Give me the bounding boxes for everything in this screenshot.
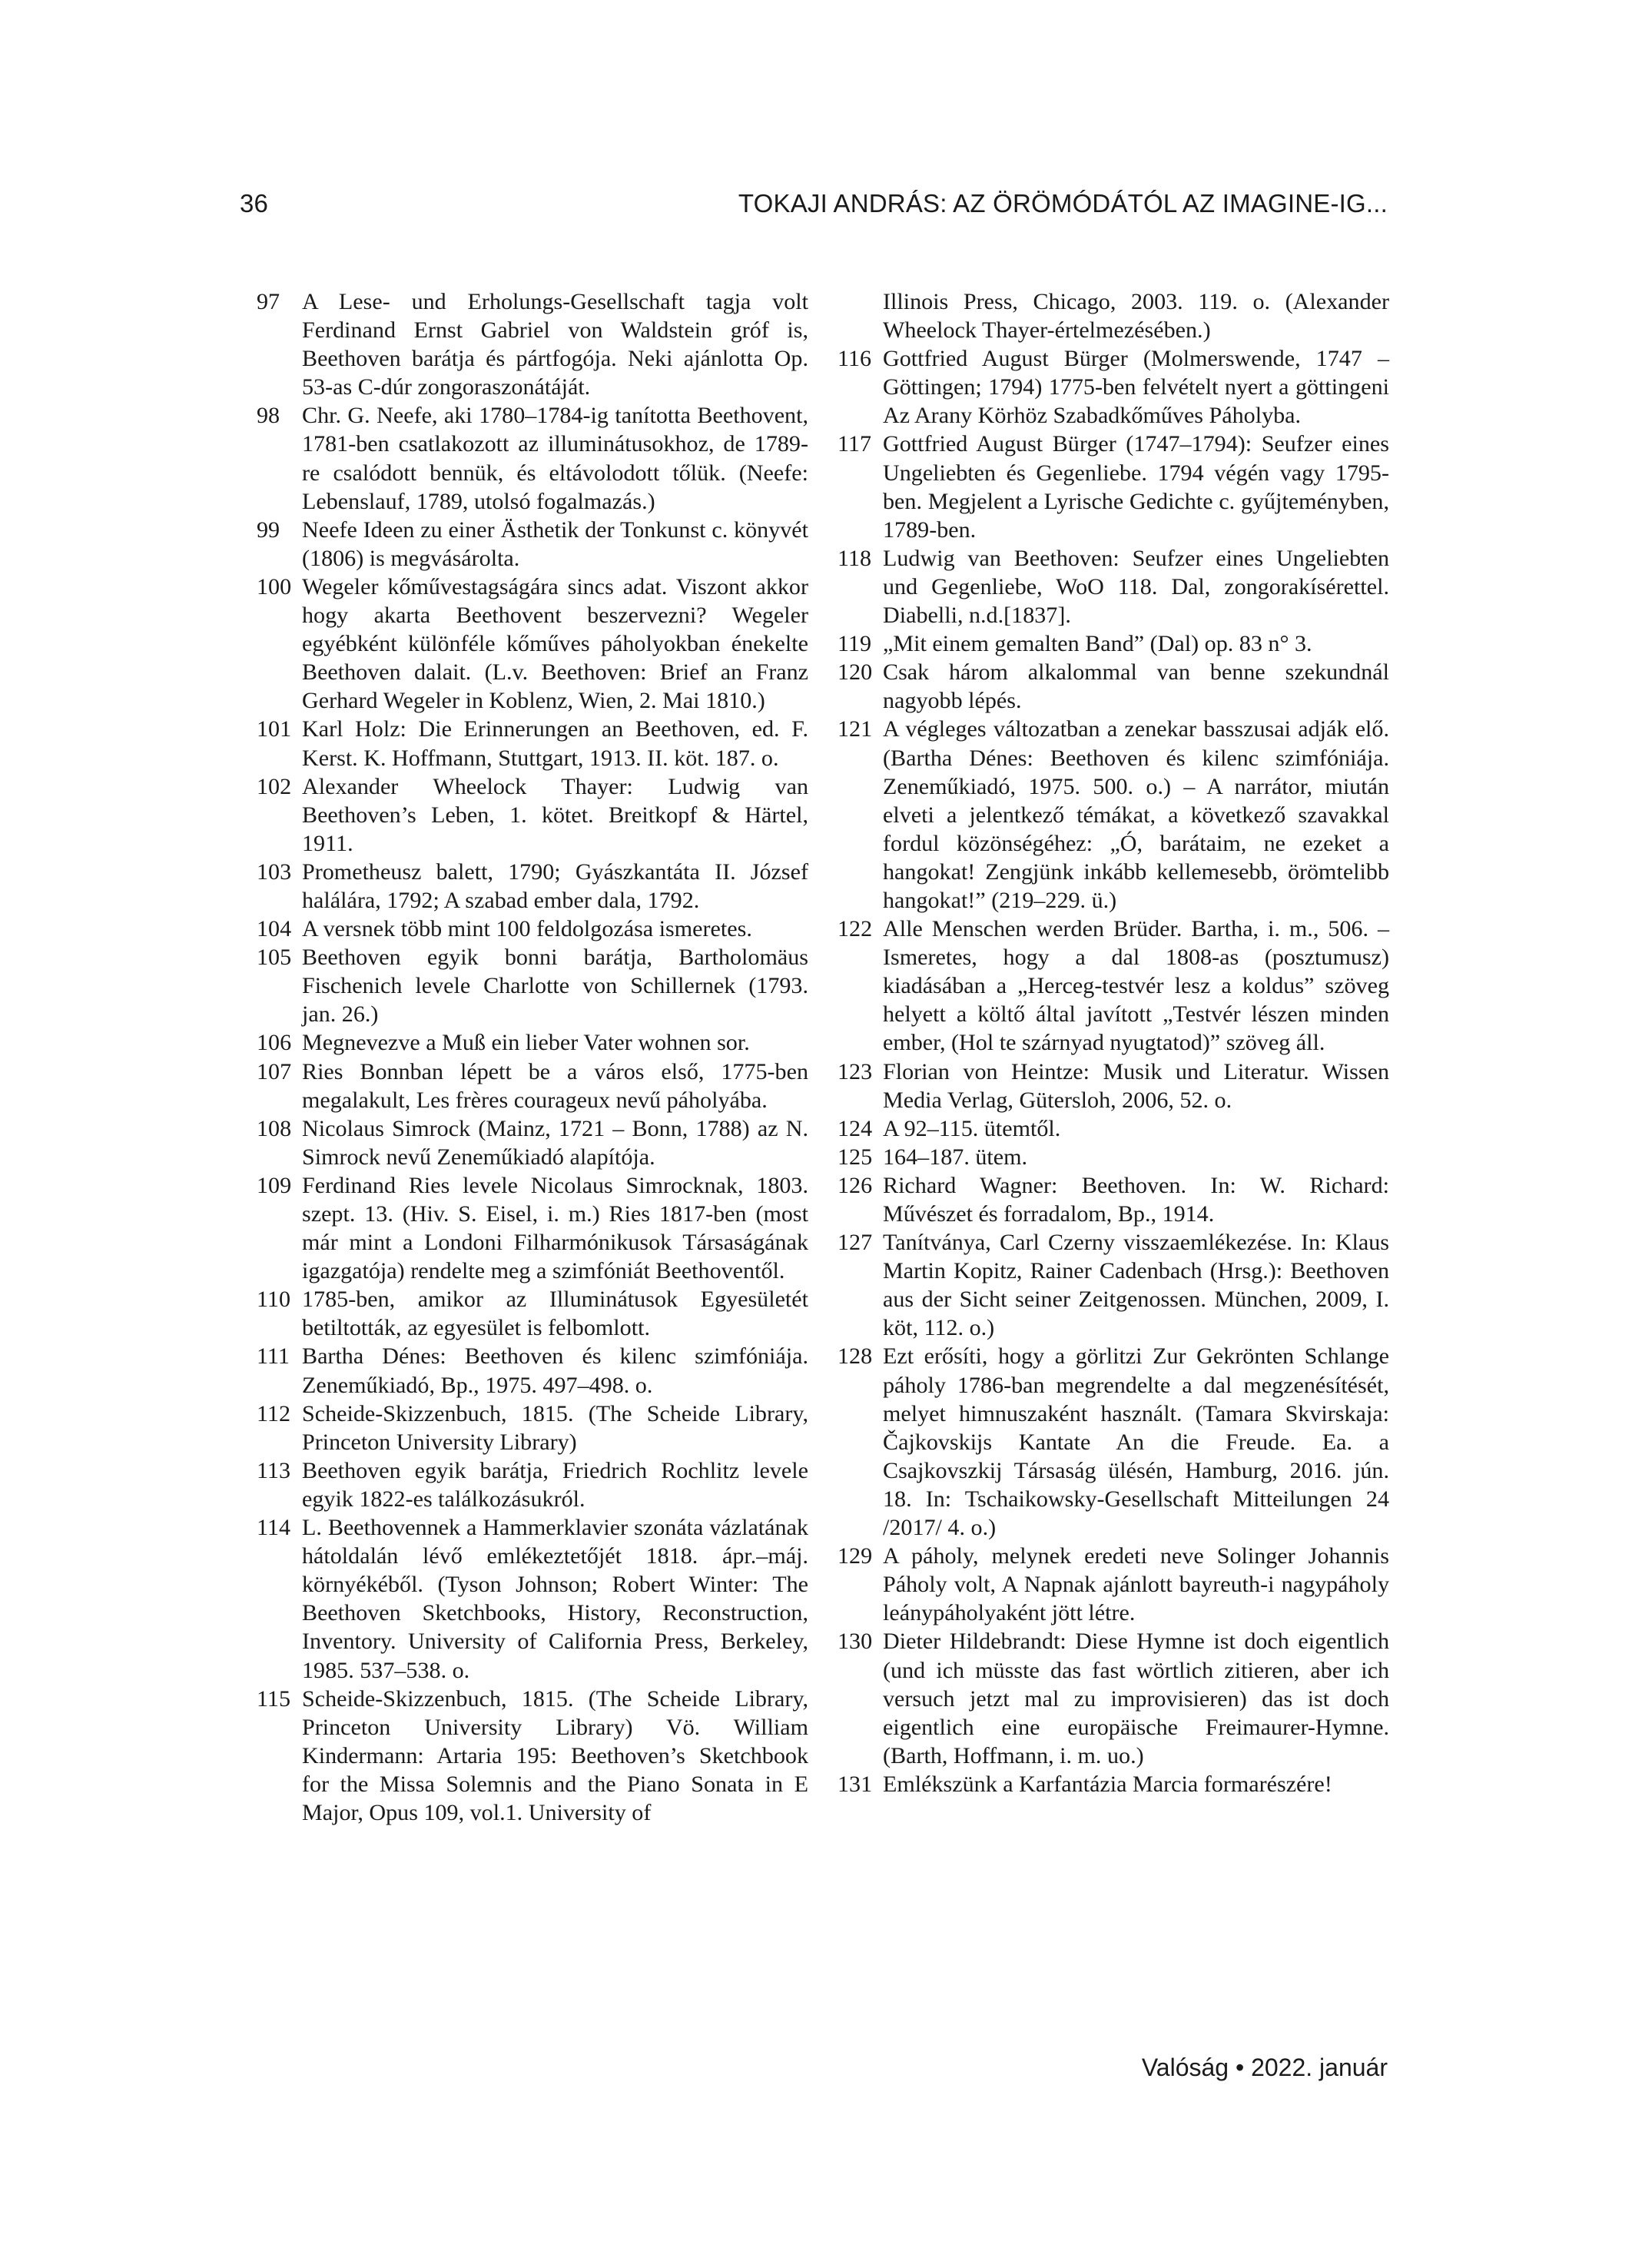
endnote (838, 287, 1389, 344)
endnote (257, 1456, 808, 1513)
endnote-number: 109 (257, 1171, 292, 1198)
endnote (838, 430, 1389, 543)
endnote-text: Ezt erősíti, hogy a görlitzi Zur Gekrönten Schlange páholy 1786-ban megrendelte a dal megzenésítését, melyet himnuszaként használt. (Tamara Skvirskaja: Čajkovskijs Kantate An die Freude. Ea. a Csajkovszkij Társaság ülésén, Hamburg, 2016. jún. 18. In: Tschaikowsky-Gesellschaft Mitteilungen 24 /2017/ 4. o.) (883, 1343, 1389, 1541)
endnote (257, 516, 808, 573)
endnote-text: Alexander Wheelock Thayer: Ludwig van Beethoven’s Leben, 1. kötet. Breitkopf & Härtel, 1911. (302, 772, 808, 856)
endnote-number: 108 (257, 1114, 292, 1141)
endnote-number: 130 (838, 1628, 873, 1655)
endnote-text: A páholy, melynek eredeti neve Solinger Johannis Páholy volt, A Napnak ajánlott bayreuth-i nagypáholy leánypáholyaként jött létre. (883, 1542, 1389, 1626)
endnote-text: Chr. G. Neefe, aki 1780–1784-ig tanította Beethovent, 1781-ben csatlakozott az illuminátusokhoz, de 1789-re csalódott bennük, és eltávolodott tőlük. (Neefe: Lebenslauf, 1789, utolsó fogalmazás.) (302, 402, 808, 514)
endnote (257, 915, 808, 943)
endnote-text: Bartha Dénes: Beethoven és kilenc szimfóniája. Zeneműkiadó, Bp., 1975. 497–498. o. (302, 1343, 808, 1398)
endnote-text: Beethoven egyik barátja, Friedrich Rochlitz levele egyik 1822-es találkozásukról. (302, 1456, 808, 1512)
endnotes (257, 287, 1388, 1978)
endnote (257, 1342, 808, 1399)
endnote (838, 1171, 1389, 1228)
endnote-text: Megnevezve a Muß ein lieber Vater wohnen sor. (302, 1029, 750, 1056)
endnote-text: Alle Menschen werden Brüder. Bartha, i. m., 506. – Ismeretes, hogy a dal 1808-as (posztumusz) kiadásában a „Herceg-testvér lesz a koldus” szöveg helyett a költő által javított „Testvér lészen minden ember, (Hol te szárnyad nyugtatod)” szöveg áll. (883, 915, 1389, 1056)
endnote-text: Prometheusz balett, 1790; Gyászkantáta II. József halálára, 1792; A szabad ember dala, 1792. (302, 858, 808, 913)
endnote-text: Gottfried August Bürger (1747–1794): Seufzer eines Ungeliebten és Gegenliebe. 1794 végén vagy 1795-ben. Megjelent a Lyrische Gedichte c. gyűjteményben, 1789-ben. (883, 430, 1389, 543)
endnote-number: 131 (838, 1770, 873, 1797)
endnote-text: A versnek több mint 100 feldolgozása ismeretes. (302, 915, 752, 942)
endnote-number: 97 (257, 288, 280, 314)
endnote (838, 544, 1389, 629)
endnote (838, 344, 1389, 430)
endnote (257, 715, 808, 772)
endnote-number: 110 (257, 1286, 291, 1313)
endnote-text: 164–187. ütem. (883, 1143, 1028, 1170)
endnote-text: Ferdinand Ries levele Nicolaus Simrocknak, 1803. szept. 13. (Hiv. S. Eisel, i. m.) Ries 1817-ben (most már mint a Londoni Filharmónikusok Társaságának igazgatója) rendelte meg a szimfóniát Beethoventől. (302, 1171, 808, 1284)
endnote (257, 1513, 808, 1685)
endnote-number: 126 (838, 1171, 873, 1198)
endnote-text: A Lese- und Erholungs-Gesellschaft tagja volt Ferdinand Ernst Gabriel von Waldstein gróf is, Beethoven barátja és pártfogója. Neki ajánlotta Op. 53-as C-dúr zongoraszonátáját. (302, 288, 808, 400)
endnote (257, 287, 808, 401)
endnote (838, 658, 1389, 715)
endnote-number: 128 (838, 1343, 873, 1370)
endnote (838, 1542, 1389, 1627)
endnote-text: Emlékszünk a Karfantázia Marcia formarészére! (883, 1770, 1332, 1797)
running-header (240, 189, 1388, 226)
endnote-text: Ries Bonnban lépett be a város első, 1775-ben megalakult, Les frères courageux nevű páholyába. (302, 1058, 808, 1113)
endnote-text: Tanítványa, Carl Czerny visszaemlékezése. In: Klaus Martin Kopitz, Rainer Cadenbach (Hrsg.): Beethoven aus der Sicht seiner Zeitgenossen. München, 2009, I. köt, 112. o.) (883, 1229, 1389, 1341)
endnote-number: 118 (838, 544, 872, 571)
endnote-number: 111 (257, 1343, 290, 1370)
endnote-text: Wegeler kőművestagságára sincs adat. Viszont akkor hogy akarta Beethovent beszervezni? Wegeler egyébként különféle kőműves páholyokban énekelte Beethoven dalait. (L.v. Beethoven: Brief an Franz Gerhard Wegeler in Koblenz, Wien, 2. Mai 1810.) (302, 573, 808, 714)
endnote-number: 102 (257, 772, 292, 799)
endnote-text: Scheide-Skizzenbuch, 1815. (The Scheide Library, Princeton University Library) (302, 1400, 808, 1455)
running-title: TOKAJI ANDRÁS: AZ ÖRÖMÓDÁTÓL AZ IMAGINE-IG... (738, 189, 1388, 218)
endnotes-left-column (257, 287, 808, 1827)
endnote (257, 1400, 808, 1456)
endnote (838, 1627, 1389, 1769)
endnote (838, 1114, 1389, 1143)
endnote-text: Illinois Press, Chicago, 2003. 119. o. (Alexander Wheelock Thayer-értelmezésében.) (883, 288, 1389, 344)
endnote-text: Nicolaus Simrock (Mainz, 1721 – Bonn, 1788) az N. Simrock nevű Zeneműkiadó alapítója. (302, 1114, 808, 1170)
endnote (257, 943, 808, 1028)
endnote (838, 1770, 1389, 1798)
endnote (257, 1171, 808, 1285)
endnote (257, 573, 808, 715)
endnote-text: Richard Wagner: Beethoven. In: W. Richard: Művészet és forradalom, Bp., 1914. (883, 1171, 1389, 1227)
endnote (257, 401, 808, 515)
endnote-number: 100 (257, 573, 292, 599)
endnote-number: 107 (257, 1058, 292, 1084)
endnote (838, 1058, 1389, 1114)
endnote-text: Ludwig van Beethoven: Seufzer eines Ungeliebten und Gegenliebe, WoO 118. Dal, zongorakísérettel. Diabelli, n.d.[1837]. (883, 544, 1389, 629)
endnote-text: Karl Holz: Die Erinnerungen an Beethoven, ed. F. Kerst. K. Hoffmann, Stuttgart, 1913. II. köt. 187. o. (302, 716, 808, 771)
endnote-number: 124 (838, 1114, 873, 1141)
endnote-number: 117 (838, 430, 872, 457)
endnote-number: 116 (838, 345, 872, 372)
endnote-number: 103 (257, 858, 292, 885)
endnote-number: 101 (257, 716, 292, 742)
endnote-number: 112 (257, 1400, 291, 1426)
endnote-number: 119 (838, 630, 872, 657)
endnote-text: Beethoven egyik bonni barátja, Bartholomäus Fischenich levele Charlotte von Schillernek (1793. jan. 26.) (302, 944, 808, 1028)
endnote-number: 125 (838, 1143, 873, 1170)
endnote (838, 915, 1389, 1057)
endnote-text: Neefe Ideen zu einer Ästhetik der Tonkunst c. könyvét (1806) is megvásárolta. (302, 516, 808, 571)
endnotes-right-column (838, 287, 1389, 1798)
endnote-text: Florian von Heintze: Musik und Literatur. Wissen Media Verlag, Gütersloh, 2006, 52. o. (883, 1058, 1389, 1113)
endnote (257, 1028, 808, 1057)
endnote-number: 113 (257, 1456, 291, 1483)
endnote-text: Gottfried August Bürger (Molmerswende, 1747 – Göttingen; 1794) 1775-ben felvételt nyert a göttingeni Az Arany Körhöz Szabadkőműves Páholyba. (883, 345, 1389, 429)
endnote-text: „Mit einem gemalten Band” (Dal) op. 83 n° 3. (883, 630, 1312, 657)
endnote (838, 1342, 1389, 1542)
endnote (838, 1228, 1389, 1342)
endnote-number: 123 (838, 1058, 873, 1084)
endnote (257, 1058, 808, 1114)
endnote-number: 99 (257, 516, 280, 543)
endnote (257, 858, 808, 915)
endnote-number: 121 (838, 716, 873, 742)
endnote-text: Dieter Hildebrandt: Diese Hymne ist doch eigentlich (und ich müsste das fast wörtlich zitieren, aber ich versuch jetzt mal zu improvisieren) das ist doch eigentlich eine europäische Freimaurer-Hymne. (Barth, Hoffmann, i. m. uo.) (883, 1628, 1389, 1768)
endnote (838, 715, 1389, 915)
endnote (838, 629, 1389, 658)
endnote-text: 1785-ben, amikor az Illuminátusok Egyesületét betiltották, az egyesület is felbomlott. (302, 1286, 808, 1341)
endnote (257, 1114, 808, 1171)
endnote-number: 122 (838, 915, 873, 942)
endnote (838, 1143, 1389, 1171)
endnote-number: 120 (838, 659, 873, 686)
endnote-number: 114 (257, 1514, 291, 1541)
page-number: 36 (240, 189, 269, 218)
page-footer: Valóság • 2022. január (1141, 2054, 1388, 2081)
endnote-text: A végleges változatban a zenekar basszusai adják elő. (Bartha Dénes: Beethoven és kilenc szimfóniája. Zeneműkiadó, 1975. 500. o.) – A narrátor, miután elveti a jelentkező témákat, a következő szavakkal fordul közönségéhez: „Ó, barátaim, ne ezeket a hangokat! Zengjünk inkább kellemesebb, örömtelibb hangokat!” (219–229. ü.) (883, 716, 1389, 913)
endnote-number: 98 (257, 402, 280, 429)
endnote-number: 104 (257, 915, 292, 942)
endnote (257, 1285, 808, 1342)
endnote (257, 772, 808, 858)
endnote-number: 127 (838, 1229, 873, 1256)
endnote-text: A 92–115. ütemtől. (883, 1114, 1061, 1141)
endnote-number: 105 (257, 944, 292, 971)
endnote-number: 115 (257, 1685, 291, 1712)
endnote-text: Csak három alkalommal van benne szekundnál nagyobb lépés. (883, 659, 1389, 714)
endnote-text: L. Beethovennek a Hammerklavier szonáta vázlatának hátoldalán lévő emlékeztetőjét 1818. ápr.–máj. környékéből. (Tyson Johnson; Robert Winter: The Beethoven Sketchbooks, History, Reconstruction, Inventory. University of California Press, Berkeley, 1985. 537–538. o. (302, 1514, 808, 1683)
endnote-text: Scheide-Skizzenbuch, 1815. (The Scheide Library, Princeton University Library) Vö. William Kindermann: Artaria 195: Beethoven’s Sketchbook for the Missa Solemnis and the Piano Sonata in E Major, Opus 109, vol.1. University of (302, 1685, 808, 1825)
endnote-number: 106 (257, 1029, 292, 1056)
endnote-number: 129 (838, 1542, 873, 1569)
endnote (257, 1685, 808, 1827)
